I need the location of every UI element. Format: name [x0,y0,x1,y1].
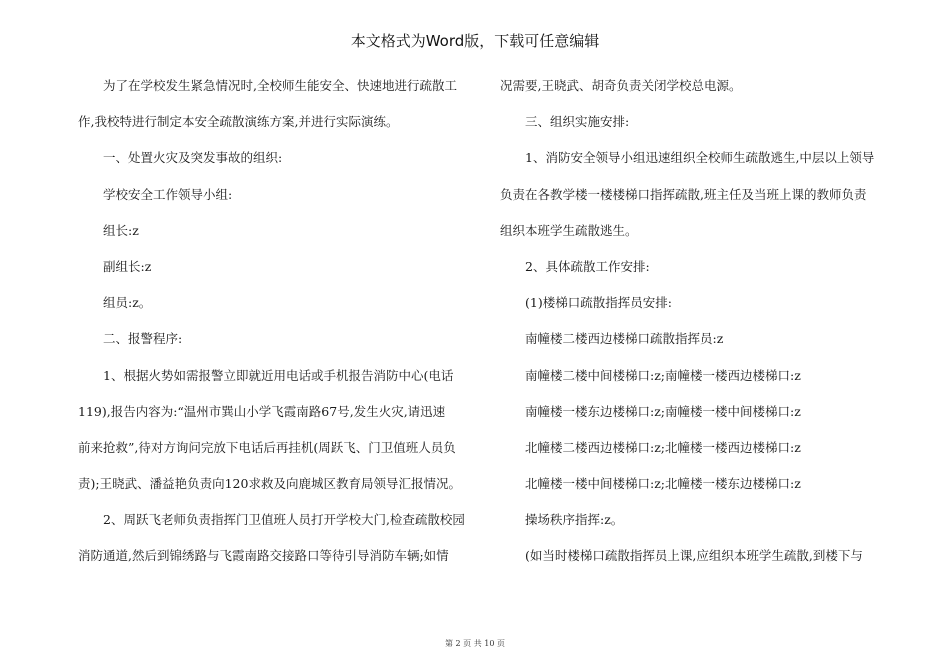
text-line: 组织本班学生疏散逃生。 [500,222,638,238]
text-line: 作,我校特进行制定本安全疏散演练方案,并进行实际演练。 [78,114,399,130]
page-number: 第 2 页 共 10 页 [445,639,505,648]
text-line: 南幢楼二楼西边楼梯口疏散指挥员:z [525,331,724,347]
text-line: (1)楼梯口疏散指挥员安排: [525,295,672,311]
page-footer [0,638,950,649]
left-text-column [78,68,473,575]
text-line: 三、组织实施安排: [525,114,630,130]
text-line: 负责在各教学楼一楼楼梯口指挥疏散,班主任及当班上课的教师负责 [500,186,867,202]
text-line: 119),报告内容为:“温州市巽山小学飞霞南路67号,发生火灾,请迅速 [78,403,446,419]
text-line: 北幢楼一楼中间楼梯口:z;北幢楼一楼东边楼梯口:z [525,476,801,492]
text-line: 二、报警程序: [103,331,183,347]
page-header [0,30,950,51]
header-title: 本文格式为Word版，下载可任意编辑 [350,32,600,50]
text-line: 2、周跃飞老师负责指挥门卫值班人员打开学校大门,检查疏散校园 [103,512,465,528]
text-line: (如当时楼梯口疏散指挥员上课,应组织本班学生疏散,到楼下与 [525,548,863,564]
text-line: 组长:z [103,222,139,238]
text-line: 一、处置火灾及突发事故的组织: [103,150,283,166]
text-line: 2、具体疏散工作安排: [525,258,650,274]
text-line: 1、消防安全领导小组迅速组织全校师生疏散逃生,中层以上领导 [525,150,875,166]
text-line: 操场秩序指挥:z。 [525,512,624,528]
text-line: 组员:z。 [103,295,152,311]
text-line: 北幢楼二楼西边楼梯口:z;北幢楼一楼西边楼梯口:z [525,439,801,455]
right-text-column [500,68,895,575]
text-line: 责);王晓武、潘益艳负责向120求救及向鹿城区教育局领导汇报情况。 [78,476,461,492]
text-line: 南幢楼二楼中间楼梯口:z;南幢楼一楼西边楼梯口:z [525,367,801,383]
text-line: 1、根据火势如需报警立即就近用电话或手机报告消防中心(电话 [103,367,454,383]
text-line: 为了在学校发生紧急情况时,全校师生能安全、快速地进行疏散工 [103,78,457,93]
text-line: 学校安全工作领导小组: [103,186,233,202]
text-line: 前来抢救”,待对方询问完放下电话后再挂机(周跃飞、门卫值班人员负 [78,439,456,455]
text-line: 副组长:z [103,258,152,274]
text-line: 况需要,王晓武、胡奇负责关闭学校总电源。 [500,78,742,93]
text-line: 消防通道,然后到锦绣路与飞霞南路交接路口等待引导消防车辆;如情 [78,548,449,564]
text-line: 南幢楼一楼东边楼梯口:z;南幢楼一楼中间楼梯口:z [525,403,801,419]
